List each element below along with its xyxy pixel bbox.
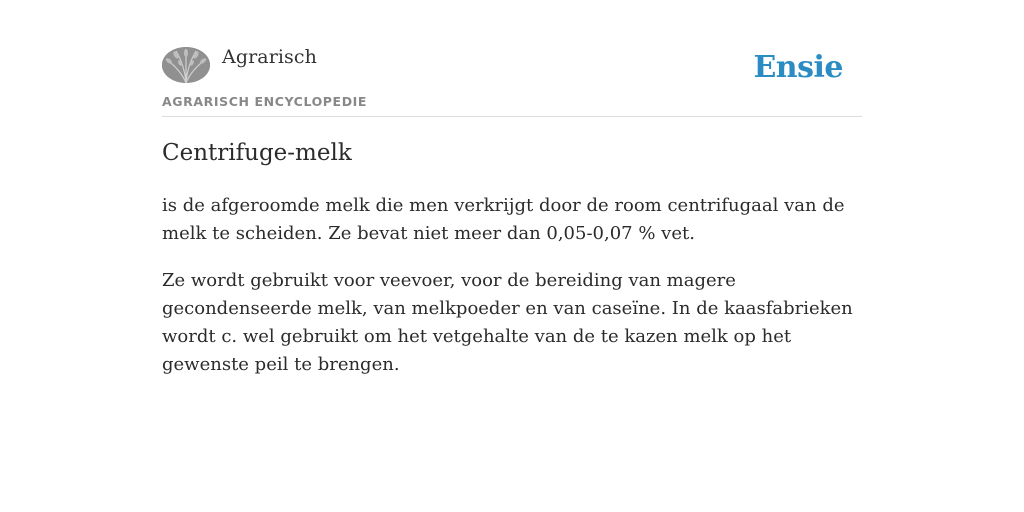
wheat-icon <box>162 47 210 83</box>
article-title: Centrifuge-melk <box>162 140 352 166</box>
header <box>162 0 862 117</box>
brand-logo-link[interactable]: Ensie <box>753 50 843 85</box>
source-name[interactable]: Agrarisch <box>222 46 317 68</box>
source-avatar[interactable] <box>162 47 210 83</box>
article-body <box>162 192 862 398</box>
source-subtitle: AGRARISCH ENCYCLOPEDIE <box>162 94 368 109</box>
article-paragraph: Ze wordt gebruikt voor veevoer, voor de bereiding van magere gecondenseerde melk, van melkpoeder en van caseïne. In de kaasfabrieken wordt c. wel gebruikt om het vetgehalte van de te kazen melk op het gewenste peil te brengen. <box>162 270 853 375</box>
article-paragraph: is de afgeroomde melk die men verkrijgt door de room centrifugaal van de melk te scheiden. Ze bevat niet meer dan 0,05-0,07 % vet. <box>162 195 845 244</box>
page <box>162 0 862 375</box>
